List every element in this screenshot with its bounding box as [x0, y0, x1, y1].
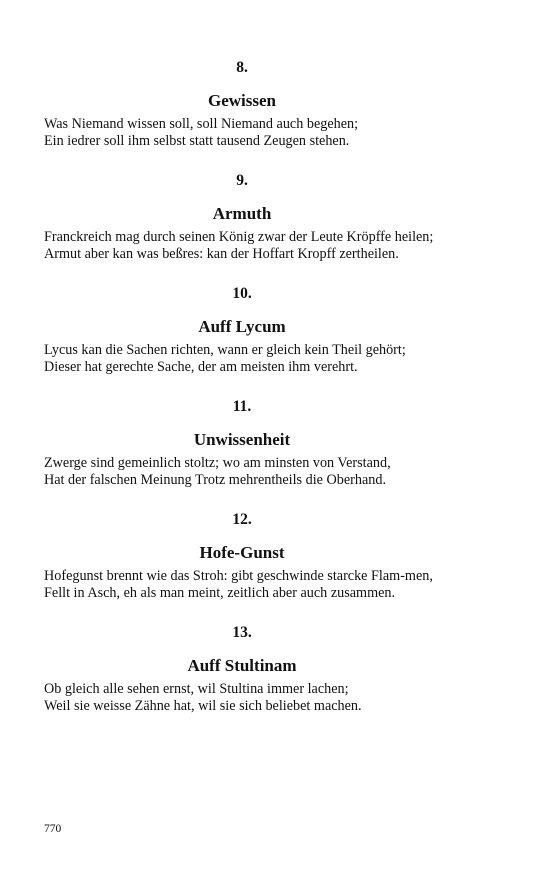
verse-line: Zwerge sind gemeinlich stoltz; wo am minsten von Verstand,: [44, 455, 391, 471]
verse-line: Franckreich mag durch seinen König zwar der Leute Kröpffe heilen;: [44, 229, 434, 245]
epigram-8: [44, 58, 440, 150]
epigram-number: 11.: [232, 398, 252, 415]
verse-line: Lycus kan die Sachen richten, wann er gleich kein Theil gehört;: [44, 342, 406, 358]
epigram-title: Auff Stultinam: [187, 656, 297, 675]
verse-line: Hat der falschen Meinung Trotz mehrentheils die Oberhand.: [44, 472, 386, 488]
verse-line: Dieser hat gerechte Sache, der am meisten ihm verehrt.: [44, 359, 358, 375]
epigram-title: Gewissen: [208, 91, 276, 110]
epigram-9: [44, 171, 440, 263]
page-body: [44, 58, 440, 736]
epigram-number: 8.: [236, 59, 248, 76]
page-number: 770: [44, 823, 62, 835]
epigram-11: [44, 397, 440, 489]
epigram-title: Unwissenheit: [193, 430, 291, 449]
verse-line: Armut aber kan was beßres: kan der Hoffart Kropff zertheilen.: [44, 246, 399, 262]
verse-line: Fellt in Asch, eh als man meint, zeitlich aber auch zusammen.: [44, 585, 396, 601]
epigram-title: Auff Lycum: [198, 317, 286, 336]
verse-line: Ob gleich alle sehen ernst, wil Stultina immer lachen;: [44, 681, 349, 697]
epigram-10: [44, 284, 440, 376]
epigram-number: 9.: [236, 172, 248, 189]
verse-line: Weil sie weisse Zähne hat, wil sie sich beliebet machen.: [44, 698, 362, 714]
epigram-title: Hofe-Gunst: [199, 543, 285, 562]
epigram-title: Armuth: [212, 204, 272, 223]
epigram-number: 13.: [232, 624, 252, 641]
verse-line: Hofegunst brennt wie das Stroh: gibt geschwinde starcke Flam-men,: [44, 568, 433, 584]
verse-line: Was Niemand wissen soll, soll Niemand auch begehen;: [44, 116, 359, 132]
verse-line: Ein iedrer soll ihm selbst statt tausend Zeugen stehen.: [44, 133, 350, 149]
epigram-13: [44, 623, 440, 715]
epigram-number: 10.: [232, 285, 252, 302]
epigram-number: 12.: [232, 511, 252, 528]
epigram-12: [44, 510, 440, 602]
